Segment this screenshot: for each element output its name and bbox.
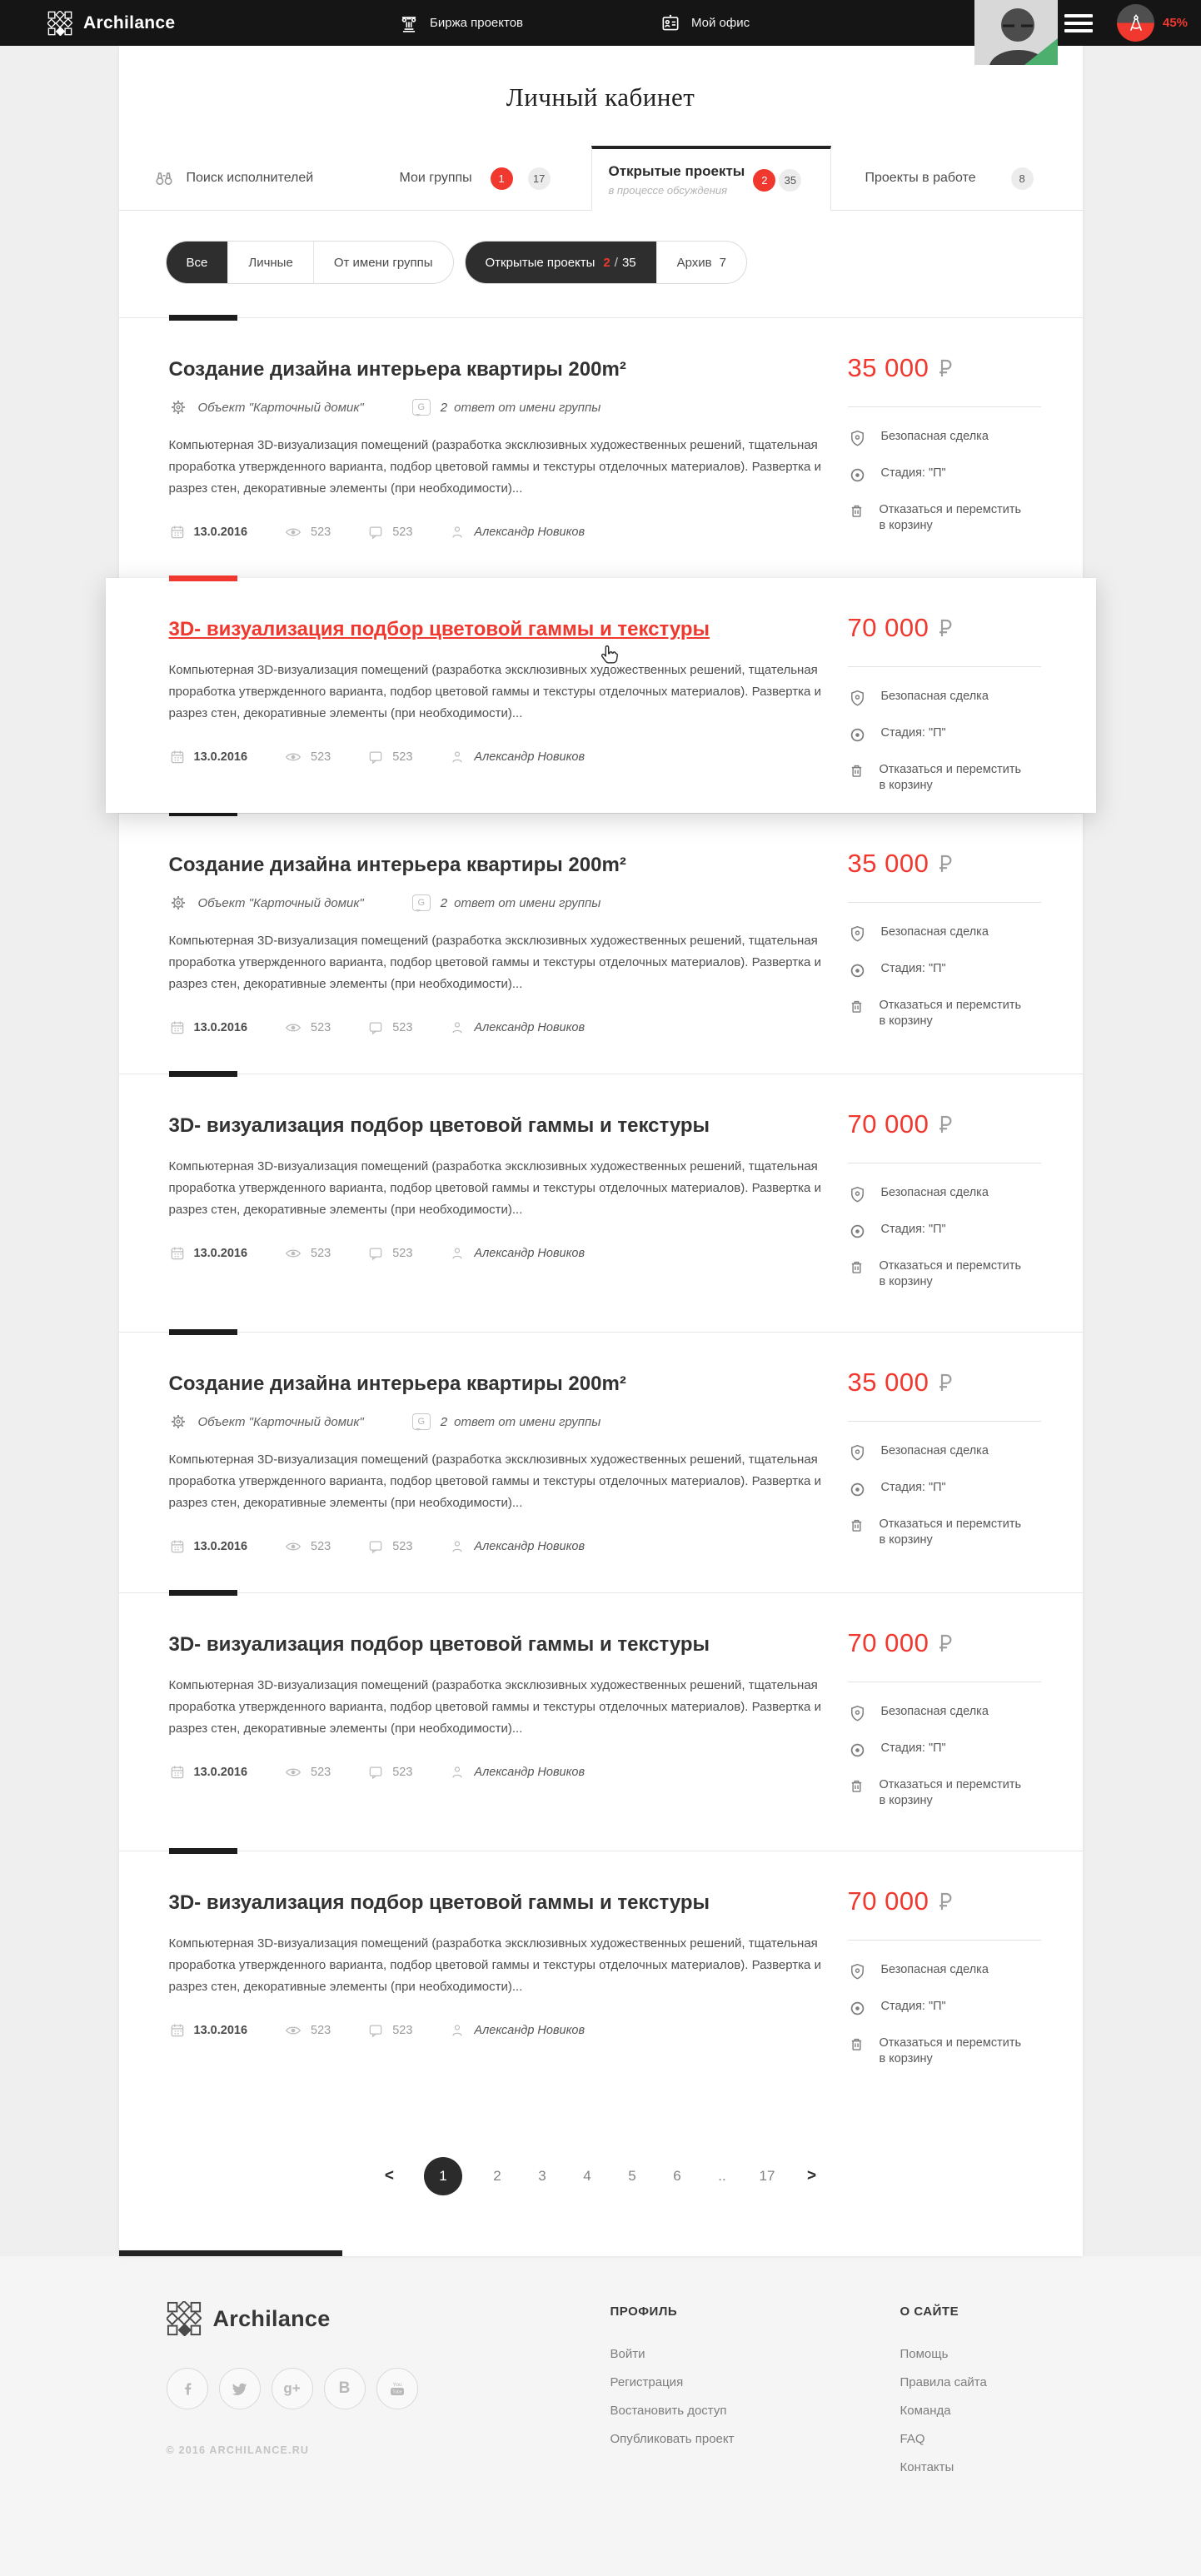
- project-list: [119, 317, 1083, 2109]
- comment-icon: [367, 2022, 384, 2039]
- tab-open-projects[interactable]: [591, 146, 831, 211]
- footer-link-help[interactable]: Помощь: [900, 2347, 949, 2361]
- project-description: Компьютерная 3D-визуализация помещений (разработка эксклюзивных художественных решений, тщательная проработка утвержденного варианта, подбор цветовой гаммы и текстуры отделочных материалов). Развертка и разрез стен, декоративные элементы (при необходимости)...: [168, 663, 821, 720]
- nav-label: Мой офис: [691, 16, 750, 30]
- trash-icon: [848, 1777, 865, 1795]
- page-number[interactable]: 5: [628, 2168, 636, 2184]
- tab-bar: [119, 146, 1083, 211]
- replies-count: 2: [440, 400, 448, 415]
- footer-link-publish-project[interactable]: Опубликовать проект: [610, 2432, 735, 2446]
- archilance-logo-icon: [47, 11, 72, 36]
- eye-icon: [284, 1763, 302, 1781]
- safe-deal-item: Безопасная сделка: [848, 1962, 1048, 1981]
- shield-icon: [848, 1704, 867, 1723]
- footer-link-rules[interactable]: Правила сайта: [900, 2375, 987, 2389]
- discard-to-trash-action[interactable]: Отказаться и перемстить в корзину: [848, 502, 1048, 534]
- badge-total-count: 17: [528, 167, 551, 190]
- price-value: 35 000: [847, 353, 929, 382]
- safe-deal-item: Безопасная сделка: [848, 1185, 1048, 1204]
- project-title-link[interactable]: 3D- визуализация подбор цветовой гаммы и текстуры: [168, 1114, 710, 1137]
- open-total-count: 35: [621, 255, 636, 270]
- project-title-link[interactable]: 3D- визуализация подбор цветовой гаммы и текстуры: [168, 618, 710, 640]
- footer-link-contacts[interactable]: Контакты: [900, 2460, 954, 2474]
- project-card: [119, 1074, 1083, 1332]
- comment-icon: [367, 1764, 384, 1781]
- trash-icon: [848, 1258, 865, 1276]
- discard-to-trash-action[interactable]: Отказаться и перемстить в корзину: [848, 1517, 1048, 1548]
- person-icon: [449, 1245, 466, 1262]
- meta-views: 523: [284, 748, 331, 766]
- meta-date: 13.0.2016: [169, 749, 248, 765]
- calendar-icon: [169, 2022, 186, 2039]
- meta-date: 13.0.2016: [169, 2022, 248, 2039]
- safe-deal-item: Безопасная сделка: [848, 429, 1048, 448]
- facebook-icon[interactable]: [167, 2368, 208, 2409]
- safe-deal-item: Безопасная сделка: [848, 924, 1048, 944]
- safe-deal-item: Безопасная сделка: [848, 1443, 1048, 1462]
- person-icon: [449, 1019, 466, 1036]
- footer-col-about: [900, 2304, 987, 2482]
- meta-views: 523: [284, 1763, 331, 1781]
- meta-comments: 523: [367, 1245, 412, 1262]
- tab-search-performers[interactable]: [153, 146, 314, 211]
- person-icon: [449, 524, 466, 541]
- meta-date: 13.0.2016: [169, 1764, 248, 1781]
- main-panel: [119, 46, 1083, 2256]
- project-title-link[interactable]: 3D- визуализация подбор цветовой гаммы и текстуры: [168, 1891, 710, 1914]
- replies-label: ответ от имени группы: [454, 1414, 601, 1429]
- project-side-panel: [848, 1886, 1048, 2085]
- nav-project-exchange[interactable]: [398, 0, 523, 46]
- content-bottom-bar: [119, 2250, 342, 2256]
- page-number[interactable]: ..: [718, 2168, 726, 2184]
- meta-views: 523: [284, 2021, 331, 2040]
- side-divider: [848, 1940, 1041, 1941]
- calendar-icon: [169, 524, 186, 541]
- archive-count: 7: [719, 255, 726, 270]
- top-navbar: [0, 0, 1201, 46]
- project-side-panel: [848, 1109, 1048, 1308]
- meta-author: [449, 1764, 585, 1781]
- tab-label: Мои группы: [399, 171, 472, 185]
- ruble-icon: [938, 1373, 952, 1393]
- price-value: 35 000: [847, 1368, 929, 1397]
- badge-new-count: 2: [753, 169, 775, 192]
- discard-to-trash-action[interactable]: Отказаться и перемстить в корзину: [848, 998, 1048, 1029]
- badge-total-count: 35: [779, 169, 801, 192]
- footer-col-profile: [610, 2304, 735, 2454]
- footer-col-title: ПРОФИЛЬ: [610, 2304, 678, 2319]
- project-description: Компьютерная 3D-визуализация помещений (разработка эксклюзивных художественных решений, тщательная проработка утвержденного варианта, подбор цветовой гаммы и текстуры отделочных материалов). Развертка и разрез стен, декоративные элементы (при необходимости)...: [168, 1159, 821, 1217]
- project-side-panel: [848, 1368, 1048, 1566]
- price-row: [848, 1628, 1048, 1658]
- stage-item: Стадия: "П": [848, 1222, 1048, 1241]
- group-bubble-icon: G: [412, 894, 431, 911]
- page-number[interactable]: 6: [673, 2168, 681, 2184]
- pagination: [119, 2109, 1083, 2250]
- object-label: Объект "Карточный домик": [197, 400, 364, 415]
- filter-bar: [119, 211, 1083, 317]
- price-row: [848, 1886, 1048, 1916]
- footer: [0, 2256, 1201, 2576]
- hand-cursor-icon: [599, 645, 620, 672]
- project-title-link[interactable]: Создание дизайна интерьера квартиры 200m²: [168, 358, 626, 381]
- svg-text:Tube: Tube: [391, 2389, 402, 2395]
- project-side-panel: [848, 353, 1048, 551]
- side-divider: [848, 406, 1041, 407]
- target-icon: [848, 1480, 867, 1499]
- target-icon: [848, 961, 867, 980]
- price-value: 70 000: [847, 613, 929, 642]
- project-card: [119, 1851, 1083, 2109]
- target-icon: [848, 1741, 867, 1760]
- meta-comments: 523: [367, 1019, 412, 1036]
- project-description: Компьютерная 3D-визуализация помещений (разработка эксклюзивных художественных решений, тщательная проработка утвержденного варианта, подбор цветовой гаммы и текстуры отделочных материалов). Развертка и разрез стен, декоративные элементы (при необходимости)...: [168, 934, 821, 991]
- stage-item: Стадия: "П": [848, 725, 1048, 745]
- discard-to-trash-action[interactable]: Отказаться и перемстить в корзину: [848, 1258, 1048, 1290]
- author-name[interactable]: Александр Новиков: [474, 526, 586, 539]
- id-card-icon: [660, 12, 681, 34]
- person-icon: [449, 749, 466, 765]
- meta-comments: 523: [367, 749, 412, 765]
- project-title-link[interactable]: Создание дизайна интерьера квартиры 200m²: [168, 1373, 626, 1395]
- side-divider: [848, 666, 1041, 667]
- calendar-icon: [169, 749, 186, 765]
- eye-icon: [284, 748, 302, 766]
- ruble-icon: [938, 1634, 952, 1653]
- drafting-compass-icon: [1125, 12, 1147, 34]
- trash-icon: [848, 998, 865, 1015]
- price-row: [848, 1368, 1048, 1398]
- page-number[interactable]: 3: [538, 2168, 546, 2184]
- stage-item: Стадия: "П": [848, 961, 1048, 980]
- eye-icon: [284, 1019, 302, 1037]
- footer-link-restore-access[interactable]: Востановить доступ: [610, 2404, 727, 2418]
- project-card: [119, 1592, 1083, 1851]
- nav-label: Биржа проектов: [430, 16, 524, 30]
- gear-icon: [169, 894, 187, 912]
- page-number[interactable]: 1: [424, 2157, 462, 2195]
- meta-views: 523: [284, 1244, 331, 1263]
- price-row: [848, 1109, 1048, 1139]
- meta-author: [449, 524, 585, 541]
- author-name[interactable]: Александр Новиков: [474, 2024, 586, 2037]
- stage-item: Стадия: "П": [848, 1999, 1048, 2018]
- side-divider: [848, 1421, 1041, 1422]
- project-card: [119, 318, 1083, 578]
- comment-icon: [367, 524, 384, 541]
- calendar-icon: [169, 1245, 186, 1262]
- shield-icon: [848, 1443, 867, 1462]
- meta-date: 13.0.2016: [169, 1538, 248, 1555]
- meta-comments: 523: [367, 1538, 412, 1555]
- project-card: [106, 578, 1096, 813]
- column-icon: [398, 12, 420, 34]
- price-row: [848, 849, 1048, 879]
- profile-progress-value: 45%: [1163, 16, 1189, 30]
- meta-comments: 523: [367, 524, 412, 541]
- meta-author: [449, 1538, 585, 1555]
- project-description: Компьютерная 3D-визуализация помещений (разработка эксклюзивных художественных решений, тщательная проработка утвержденного варианта, подбор цветовой гаммы и текстуры отделочных материалов). Развертка и разрез стен, декоративные элементы (при необходимости)...: [168, 1452, 821, 1510]
- tab-label: Поиск исполнителей: [186, 171, 314, 185]
- side-divider: [848, 902, 1041, 903]
- ruble-icon: [938, 855, 952, 874]
- hamburger-menu-icon[interactable]: [1064, 14, 1093, 37]
- page-number[interactable]: 17: [759, 2168, 775, 2184]
- badge-new-count: 1: [491, 167, 513, 190]
- tab-label: Проекты в работе: [865, 171, 976, 185]
- author-name[interactable]: Александр Новиков: [474, 1247, 586, 1260]
- shield-icon: [848, 1962, 867, 1981]
- eye-icon: [284, 2021, 302, 2040]
- project-card: [119, 813, 1083, 1074]
- stage-item: Стадия: "П": [848, 1741, 1048, 1760]
- youtube-icon[interactable]: [376, 2368, 418, 2409]
- open-new-count: 2: [603, 255, 610, 270]
- footer-link-login[interactable]: Войти: [610, 2347, 645, 2361]
- next-page-arrow[interactable]: >: [807, 2167, 817, 2185]
- trash-icon: [848, 502, 865, 520]
- target-icon: [848, 1222, 867, 1241]
- object-label: Объект "Карточный домик": [197, 1414, 364, 1429]
- discard-to-trash-action[interactable]: Отказаться и перемстить в корзину: [848, 2035, 1048, 2067]
- group-bubble-icon: G: [412, 399, 431, 416]
- filter-all[interactable]: Все: [167, 242, 228, 283]
- page-number[interactable]: 2: [493, 2168, 501, 2184]
- ruble-icon: [938, 1115, 952, 1134]
- eye-icon: [284, 1537, 302, 1556]
- project-description: Компьютерная 3D-визуализация помещений (разработка эксклюзивных художественных решений, тщательная проработка утвержденного варианта, подбор цветовой гаммы и текстуры отделочных материалов). Развертка и разрез стен, декоративные элементы (при необходимости)...: [168, 1678, 821, 1736]
- price-value: 70 000: [847, 1628, 929, 1657]
- project-description: Компьютерная 3D-визуализация помещений (разработка эксклюзивных художественных решений, тщательная проработка утвержденного варианта, подбор цветовой гаммы и текстуры отделочных материалов). Развертка и разрез стен, декоративные элементы (при необходимости)...: [168, 1936, 821, 1994]
- meta-views: 523: [284, 1537, 331, 1556]
- target-icon: [848, 725, 867, 745]
- footer-col-title: О САЙТЕ: [900, 2304, 959, 2319]
- ruble-icon: [938, 619, 952, 638]
- comment-icon: [367, 749, 384, 765]
- filter-on-behalf-of-group[interactable]: От имени группы: [313, 242, 453, 283]
- price-row: [848, 353, 1048, 383]
- target-icon: [848, 466, 867, 485]
- trash-icon: [848, 1517, 865, 1534]
- meta-author: [449, 2022, 585, 2039]
- author-name[interactable]: Александр Новиков: [474, 1766, 586, 1779]
- twitter-icon[interactable]: [219, 2368, 261, 2409]
- group-bubble-icon: G: [412, 1413, 431, 1430]
- object-label: Объект "Карточный домик": [197, 895, 364, 910]
- meta-comments: 523: [367, 2022, 412, 2039]
- gear-icon: [169, 1413, 187, 1431]
- meta-views: 523: [284, 1019, 331, 1037]
- tab-sublabel: в процессе обсуждения: [608, 184, 728, 197]
- replies-count: 2: [440, 895, 448, 910]
- page-number[interactable]: 4: [583, 2168, 591, 2184]
- project-title-link[interactable]: 3D- визуализация подбор цветовой гаммы и текстуры: [168, 1633, 710, 1656]
- archilance-logo-icon: [167, 2301, 202, 2336]
- google-plus-icon[interactable]: g+: [272, 2368, 313, 2409]
- nav-my-office[interactable]: [660, 0, 750, 46]
- eye-icon: [284, 523, 302, 541]
- shield-icon: [848, 1185, 867, 1204]
- replies-label: ответ от имени группы: [454, 895, 601, 910]
- author-name[interactable]: Александр Новиков: [474, 1021, 586, 1034]
- project-side-panel: [848, 613, 1048, 811]
- meta-author: [449, 1245, 585, 1262]
- shield-icon: [848, 689, 867, 708]
- footer-brand-name: Archilance: [212, 2305, 331, 2331]
- price-row: [848, 613, 1048, 643]
- ruble-icon: [938, 359, 952, 378]
- trash-icon: [848, 762, 865, 780]
- calendar-icon: [169, 1764, 186, 1781]
- person-icon: [449, 1764, 466, 1781]
- stage-item: Стадия: "П": [848, 466, 1048, 485]
- footer-link-faq[interactable]: FAQ: [900, 2432, 925, 2446]
- project-side-panel: [848, 1628, 1048, 1826]
- meta-author: [449, 1019, 585, 1036]
- tab-label: Открытые проекты: [608, 163, 745, 179]
- binoculars-icon: [153, 167, 175, 189]
- meta-date: 13.0.2016: [169, 524, 248, 541]
- comment-icon: [367, 1538, 384, 1555]
- profile-progress-badge[interactable]: [1117, 4, 1154, 42]
- meta-author: [449, 749, 585, 765]
- meta-date: 13.0.2016: [169, 1019, 248, 1036]
- behance-icon[interactable]: B: [324, 2368, 366, 2409]
- shield-icon: [848, 924, 867, 944]
- filter-open-projects[interactable]: Открытые проекты 2 / 35: [466, 242, 656, 283]
- page-title: Личный кабинет: [506, 82, 695, 112]
- copyright: © 2016 ARCHILANCE.RU: [166, 2444, 310, 2456]
- project-side-panel: [848, 849, 1048, 1047]
- filter-scope-group: [166, 241, 454, 284]
- author-name[interactable]: Александр Новиков: [474, 750, 586, 764]
- project-description: Компьютерная 3D-визуализация помещений (разработка эксклюзивных художественных решений, тщательная проработка утвержденного варианта, подбор цветовой гаммы и текстуры отделочных материалов). Развертка и разрез стен, декоративные элементы (при необходимости)...: [168, 438, 821, 496]
- price-value: 70 000: [847, 1886, 929, 1916]
- discard-to-trash-action[interactable]: Отказаться и перемстить в корзину: [848, 762, 1048, 794]
- comment-icon: [367, 1245, 384, 1262]
- brand-name: Archilance: [83, 12, 176, 32]
- badge-total-count: 8: [1011, 167, 1034, 190]
- meta-date: 13.0.2016: [169, 1245, 248, 1262]
- footer-link-team[interactable]: Команда: [900, 2404, 951, 2418]
- target-icon: [848, 1999, 867, 2018]
- discard-to-trash-action[interactable]: Отказаться и перемстить в корзину: [848, 1777, 1048, 1809]
- prev-page-arrow[interactable]: <: [384, 2167, 394, 2185]
- footer-link-register[interactable]: Регистрация: [610, 2375, 684, 2389]
- tab-projects-in-work[interactable]: [865, 146, 1034, 211]
- stage-item: Стадия: "П": [848, 1480, 1048, 1499]
- gear-icon: [169, 398, 187, 416]
- safe-deal-item: Безопасная сделка: [848, 689, 1048, 708]
- comment-icon: [367, 1019, 384, 1036]
- user-avatar[interactable]: [974, 0, 1058, 65]
- safe-deal-item: Безопасная сделка: [848, 1704, 1048, 1723]
- calendar-icon: [169, 1538, 186, 1555]
- brand[interactable]: [47, 0, 175, 46]
- trash-icon: [848, 2035, 865, 2053]
- replies-label: ответ от имени группы: [454, 400, 601, 415]
- project-card: [119, 1332, 1083, 1592]
- project-title-link[interactable]: Создание дизайна интерьера квартиры 200m²: [168, 854, 626, 876]
- meta-views: 523: [284, 523, 331, 541]
- svg-text:You: You: [392, 2382, 401, 2388]
- meta-comments: 523: [367, 1764, 412, 1781]
- price-value: 70 000: [847, 1109, 929, 1139]
- author-name[interactable]: Александр Новиков: [474, 1540, 586, 1553]
- filter-personal[interactable]: Личные: [227, 242, 312, 283]
- eye-icon: [284, 1244, 302, 1263]
- filter-archive[interactable]: Архив 7: [656, 242, 746, 283]
- filter-status-group: [465, 241, 748, 284]
- person-icon: [449, 2022, 466, 2039]
- ruble-icon: [938, 1892, 952, 1911]
- person-icon: [449, 1538, 466, 1555]
- calendar-icon: [169, 1019, 186, 1036]
- shield-icon: [848, 429, 867, 448]
- tab-my-groups[interactable]: [400, 146, 551, 211]
- price-value: 35 000: [847, 849, 929, 878]
- replies-count: 2: [440, 1414, 448, 1429]
